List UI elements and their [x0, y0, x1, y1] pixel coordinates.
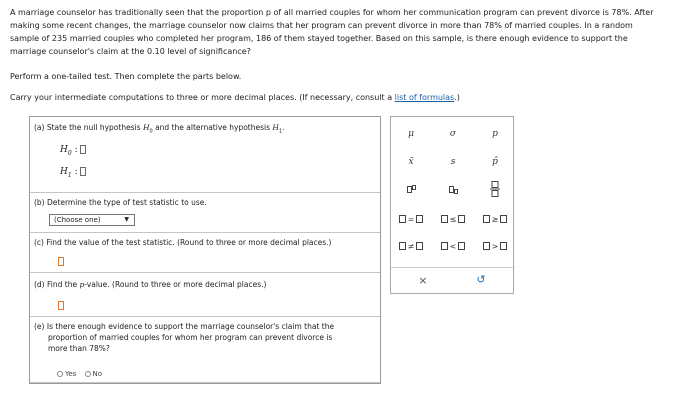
equals-icon [399, 214, 423, 224]
less-than-icon [441, 241, 465, 251]
p-symbol: p [79, 280, 85, 289]
part-d-text-end: -value. (Round to three or more decimal places.) [84, 280, 267, 289]
instruction-text-end: .) [454, 93, 460, 102]
less-equal-icon [441, 214, 465, 224]
p-symbol-button[interactable]: p [492, 129, 498, 139]
exponent-box-icon [412, 185, 416, 190]
undo-icon[interactable]: ↺ [476, 273, 486, 286]
part-e-line: more than 78%? [48, 344, 110, 353]
clear-x-icon[interactable]: × [418, 274, 428, 287]
part-label: (b) [34, 198, 45, 207]
svg-text:≥: ≥ [491, 215, 499, 224]
part-a [30, 117, 380, 193]
not-equal-button[interactable] [395, 241, 427, 253]
part-c-text: Find the value of the test statistic. (Round to three or more decimal places.) [46, 238, 332, 247]
subscript-button[interactable] [441, 185, 465, 194]
less-equal-button[interactable] [437, 214, 469, 226]
sigma-symbol-button[interactable]: σ [449, 129, 457, 139]
subscript-box-icon [454, 189, 458, 194]
part-c-prompt [34, 237, 331, 248]
part-d [30, 273, 380, 317]
part-a-prompt [34, 122, 285, 138]
part-d-text: Find the [47, 280, 80, 289]
h1-subscript: 1 [278, 128, 283, 135]
part-label: (a) [34, 123, 45, 132]
part-b-text: Determine the type of test statistic to use. [47, 198, 207, 207]
option-no[interactable] [85, 370, 103, 378]
fraction-button[interactable] [483, 181, 507, 199]
xbar-symbol-button[interactable]: x̄ [408, 157, 414, 167]
part-e-prompt [34, 321, 334, 354]
instruction-one-tailed: Perform a one-tailed test. Then complete the parts below. [10, 72, 242, 81]
svg-text:>: > [491, 242, 499, 251]
h1-label: H [60, 167, 68, 177]
phat-symbol-button[interactable]: p̂ [492, 157, 498, 167]
part-b [30, 193, 380, 233]
palette-divider [391, 267, 515, 268]
question-panel [29, 116, 381, 384]
part-label: (c) [34, 238, 44, 247]
option-yes[interactable] [57, 370, 76, 378]
h1-label-sub: 1 [67, 171, 72, 179]
formulas-link[interactable]: list of formulas [394, 93, 455, 102]
h1-answer-box[interactable] [80, 167, 86, 176]
yes-no-options [57, 370, 108, 378]
part-label: (d) [34, 280, 45, 289]
select-value: (Choose one) [54, 216, 101, 224]
h0-subscript: 0 [149, 128, 153, 135]
p-value-answer-box[interactable] [58, 301, 64, 310]
problem-line: making some recent changes, the marriage counselor now claims that her program can prevent divorce in more than 78% of married couples. In a random [10, 21, 633, 30]
radio-yes[interactable] [57, 371, 63, 377]
not-equal-icon [399, 241, 423, 251]
chevron-down-icon: ▼ [124, 216, 129, 223]
part-d-prompt [34, 279, 266, 290]
radio-no[interactable] [85, 371, 91, 377]
test-statistic-select[interactable] [49, 214, 135, 226]
greater-than-button[interactable] [479, 241, 511, 253]
fraction-icon [490, 181, 500, 197]
s-symbol-button[interactable]: s [450, 157, 456, 167]
equals-button[interactable] [395, 214, 427, 226]
part-label: (e) [34, 322, 45, 331]
test-statistic-answer-box[interactable] [58, 257, 64, 266]
greater-equal-icon [483, 214, 507, 224]
superscript-button[interactable] [399, 185, 423, 194]
less-than-button[interactable] [437, 241, 469, 253]
svg-text:<: < [449, 242, 457, 251]
option-no-label: No [92, 370, 103, 378]
problem-line: A marriage counselor has traditionally seen that the proportion p of all married couples for whom her communication program can prevent divorce is 78%. After [10, 8, 654, 17]
option-yes-label: Yes [65, 370, 77, 378]
h0-colon: : [74, 145, 78, 155]
h0-answer-box[interactable] [80, 145, 86, 154]
h1-symbol: H [272, 123, 279, 132]
part-e-line: proportion of married couples for whom her program can prevent divorce is [48, 333, 333, 342]
instruction-decimals [10, 93, 460, 102]
greater-equal-button[interactable] [479, 214, 511, 226]
problem-statement [10, 6, 694, 58]
svg-text:≤: ≤ [449, 215, 457, 224]
problem-line: marriage counselor's claim at the 0.10 level of significance? [10, 47, 251, 56]
h0-label: H [60, 145, 68, 155]
instruction-text: Carry your intermediate computations to three or more decimal places. (If necessary, consult a [10, 93, 395, 102]
greater-than-icon [483, 241, 507, 251]
h0-symbol: H [142, 123, 150, 132]
alt-hypothesis-row [60, 167, 86, 179]
mu-symbol-button[interactable]: μ [408, 129, 414, 139]
svg-text:≠: ≠ [407, 242, 415, 251]
part-b-prompt [34, 197, 207, 208]
symbol-palette [390, 116, 514, 294]
h0-label-sub: 0 [67, 149, 72, 157]
part-c [30, 233, 380, 273]
part-a-text: State the null hypothesis [46, 123, 143, 132]
null-hypothesis-row [60, 145, 86, 157]
svg-text:=: = [407, 215, 415, 224]
problem-line: sample of 235 married couples who completed her program, 186 of them stayed together. Based on this sample, is there enough evidence to support the [10, 34, 628, 43]
part-e-line: Is there enough evidence to support the marriage counselor's claim that the [46, 322, 335, 331]
h1-colon: : [74, 167, 78, 177]
part-a-text-end: . [282, 123, 285, 132]
part-a-text-mid: and the alternative hypothesis [152, 123, 273, 132]
